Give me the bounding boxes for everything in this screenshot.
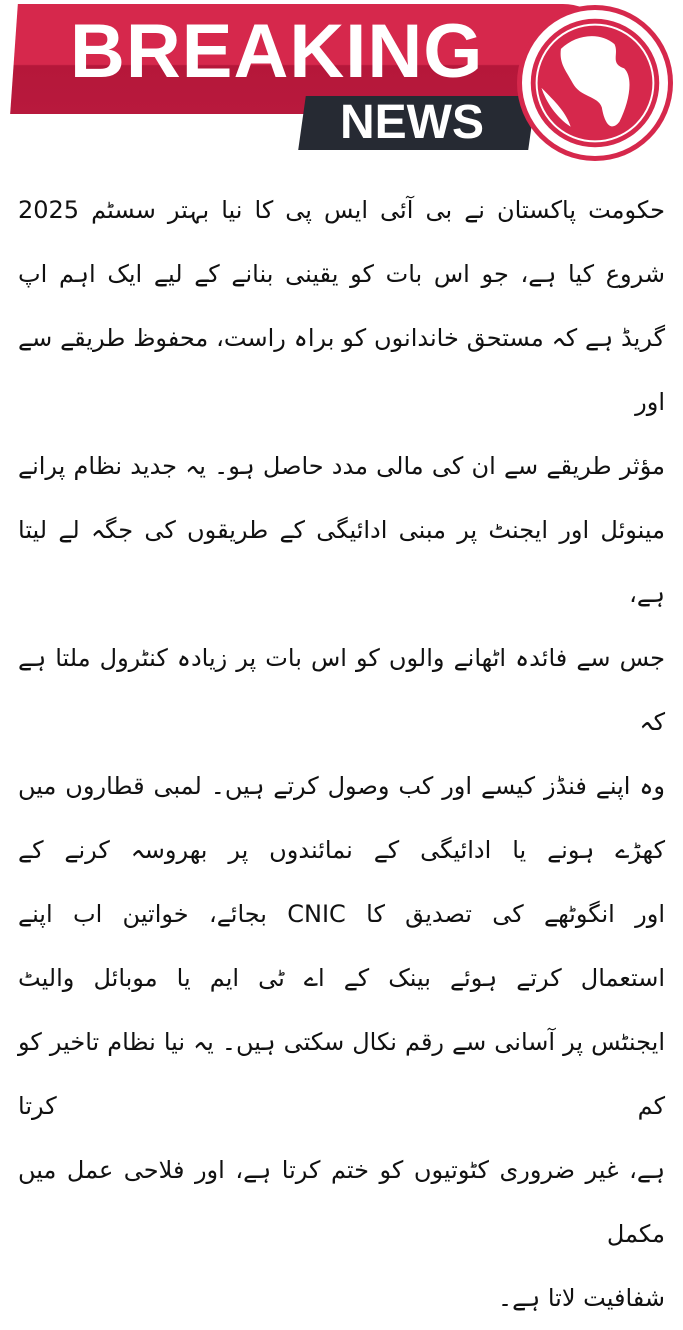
breaking-title: BREAKING bbox=[70, 9, 484, 94]
article-line: گریڈ ہے کہ مستحق خاندانوں کو براہ راست، محفوظ طریقے سے اور bbox=[18, 324, 665, 416]
globe-icon bbox=[522, 10, 668, 156]
article-line: جس سے فائدہ اٹھانے والوں کو اس بات پر زیادہ کنٹرول ملتا ہے کہ bbox=[18, 644, 665, 736]
article-line: کھڑے ہونے یا ادائیگی کے نمائندوں پر بھروسہ کرنے کے bbox=[18, 836, 665, 864]
article-line: شروع کیا ہے، جو اس بات کو یقینی بنانے کے لیے ایک اہم اپ bbox=[18, 260, 665, 288]
breaking-news-banner bbox=[0, 0, 683, 178]
article-line: مؤثر طریقے سے ان کی مالی مدد حاصل ہو۔ یہ جدید نظام پرانے bbox=[18, 452, 665, 480]
article-line: ہے، غیر ضروری کٹوتیوں کو ختم کرتا ہے، اور فلاحی عمل میں مکمل bbox=[18, 1156, 665, 1248]
article-line: وہ اپنے فنڈز کیسے اور کب وصول کرتے ہیں۔ لمبی قطاروں میں bbox=[18, 772, 665, 800]
article-line: اور انگوٹھے کی تصدیق کا CNIC بجائے، خواتین اب اپنے bbox=[18, 900, 666, 928]
news-title: NEWS bbox=[340, 96, 484, 149]
article-line: شفافیت لاتا ہے۔ bbox=[498, 1284, 665, 1312]
article-line: ایجنٹس پر آسانی سے رقم نکال سکتی ہیں۔ یہ نیا نظام تاخیر کو کم کرتا bbox=[18, 1028, 665, 1120]
article-line: مینوئل اور ایجنٹ پر مبنی ادائیگی کے طریقوں کی جگہ لے لیتا ہے، bbox=[18, 516, 665, 608]
article-line: استعمال کرتے ہوئے بینک کے اے ٹی ایم یا موبائل والیٹ bbox=[18, 964, 665, 992]
article-line: حکومت پاکستان نے بی آئی ایس پی کا نیا بہتر سسٹم 2025 bbox=[18, 196, 665, 224]
article-body bbox=[18, 178, 665, 1330]
